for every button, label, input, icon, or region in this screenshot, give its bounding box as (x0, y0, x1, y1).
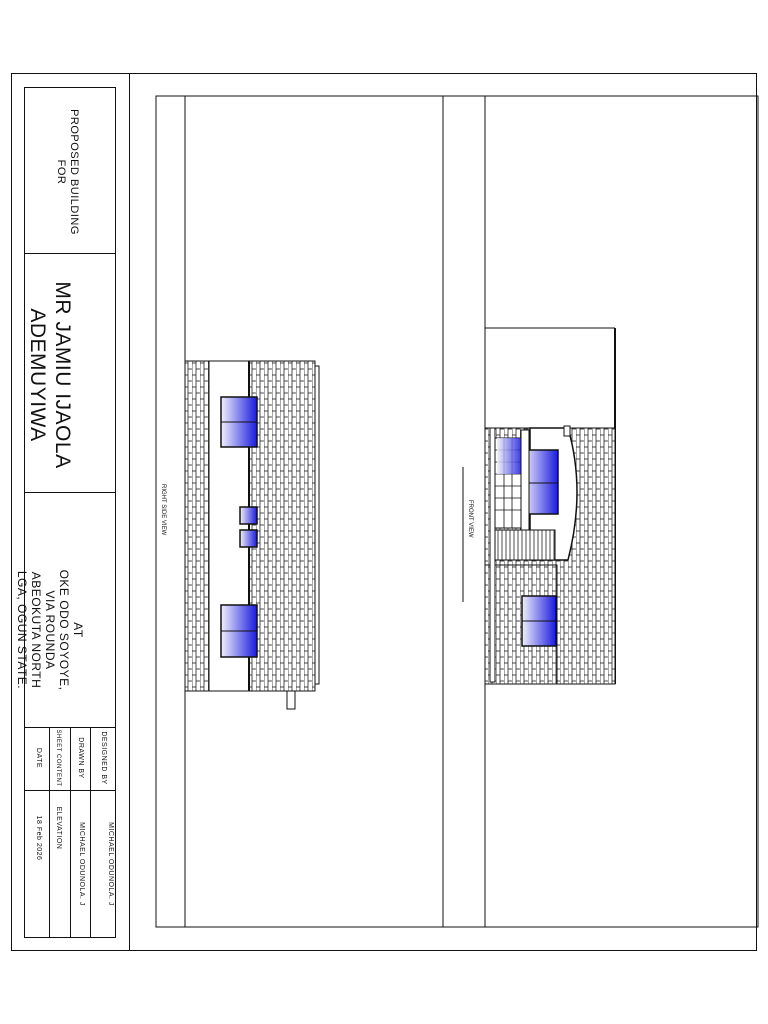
address-line-4: LGA, OGUN STATE. (15, 570, 29, 690)
right-side-step (287, 691, 295, 709)
drawn-by-label: DRAWN BY (77, 737, 84, 779)
right-side-vent (240, 530, 257, 547)
client-name-line-2: ADEMUYIWA (26, 308, 49, 442)
proposed-line-1: PROPOSED BUILDING (68, 109, 80, 235)
right-side-vent (240, 507, 257, 524)
designed-by-label: DESIGNED BY (100, 731, 107, 785)
drawn-by-value: MICHAEL ODUNOLA. J (78, 822, 85, 906)
front-view-label: FRONT VIEW (467, 500, 473, 538)
front-porch-slab (521, 430, 529, 530)
proposed-line-2: FOR (55, 159, 67, 185)
right-side-view-label: RIGHT SIDE VIEW (160, 484, 166, 536)
client-name-line-1: MR JAMIU IJAOLA (51, 281, 74, 469)
front-porch-column (564, 426, 570, 436)
address-line-1: OKE ODO SOYOYE, (57, 569, 71, 691)
date-label: DATE (35, 747, 42, 769)
sheet-content-label: SHEET CONTENT (55, 729, 61, 787)
front-elevation (463, 328, 615, 684)
right-side-plinth (185, 361, 209, 691)
sheet-content-value: ELEVATION (55, 806, 62, 850)
address-line-3: ABEOKUTA NORTH (29, 571, 43, 689)
front-step-post (490, 428, 495, 682)
right-side-fascia (315, 366, 319, 684)
designed-by-value: MICHAEL ODUNOLA. J (107, 822, 114, 906)
at-label: AT (71, 622, 85, 638)
front-steps (493, 530, 555, 560)
date-value: 18 Feb 2026 (35, 815, 42, 861)
right-side-elevation (156, 361, 319, 709)
right-side-brick-wall (249, 361, 315, 691)
address-line-2: VIA ROUNDA (43, 590, 57, 670)
